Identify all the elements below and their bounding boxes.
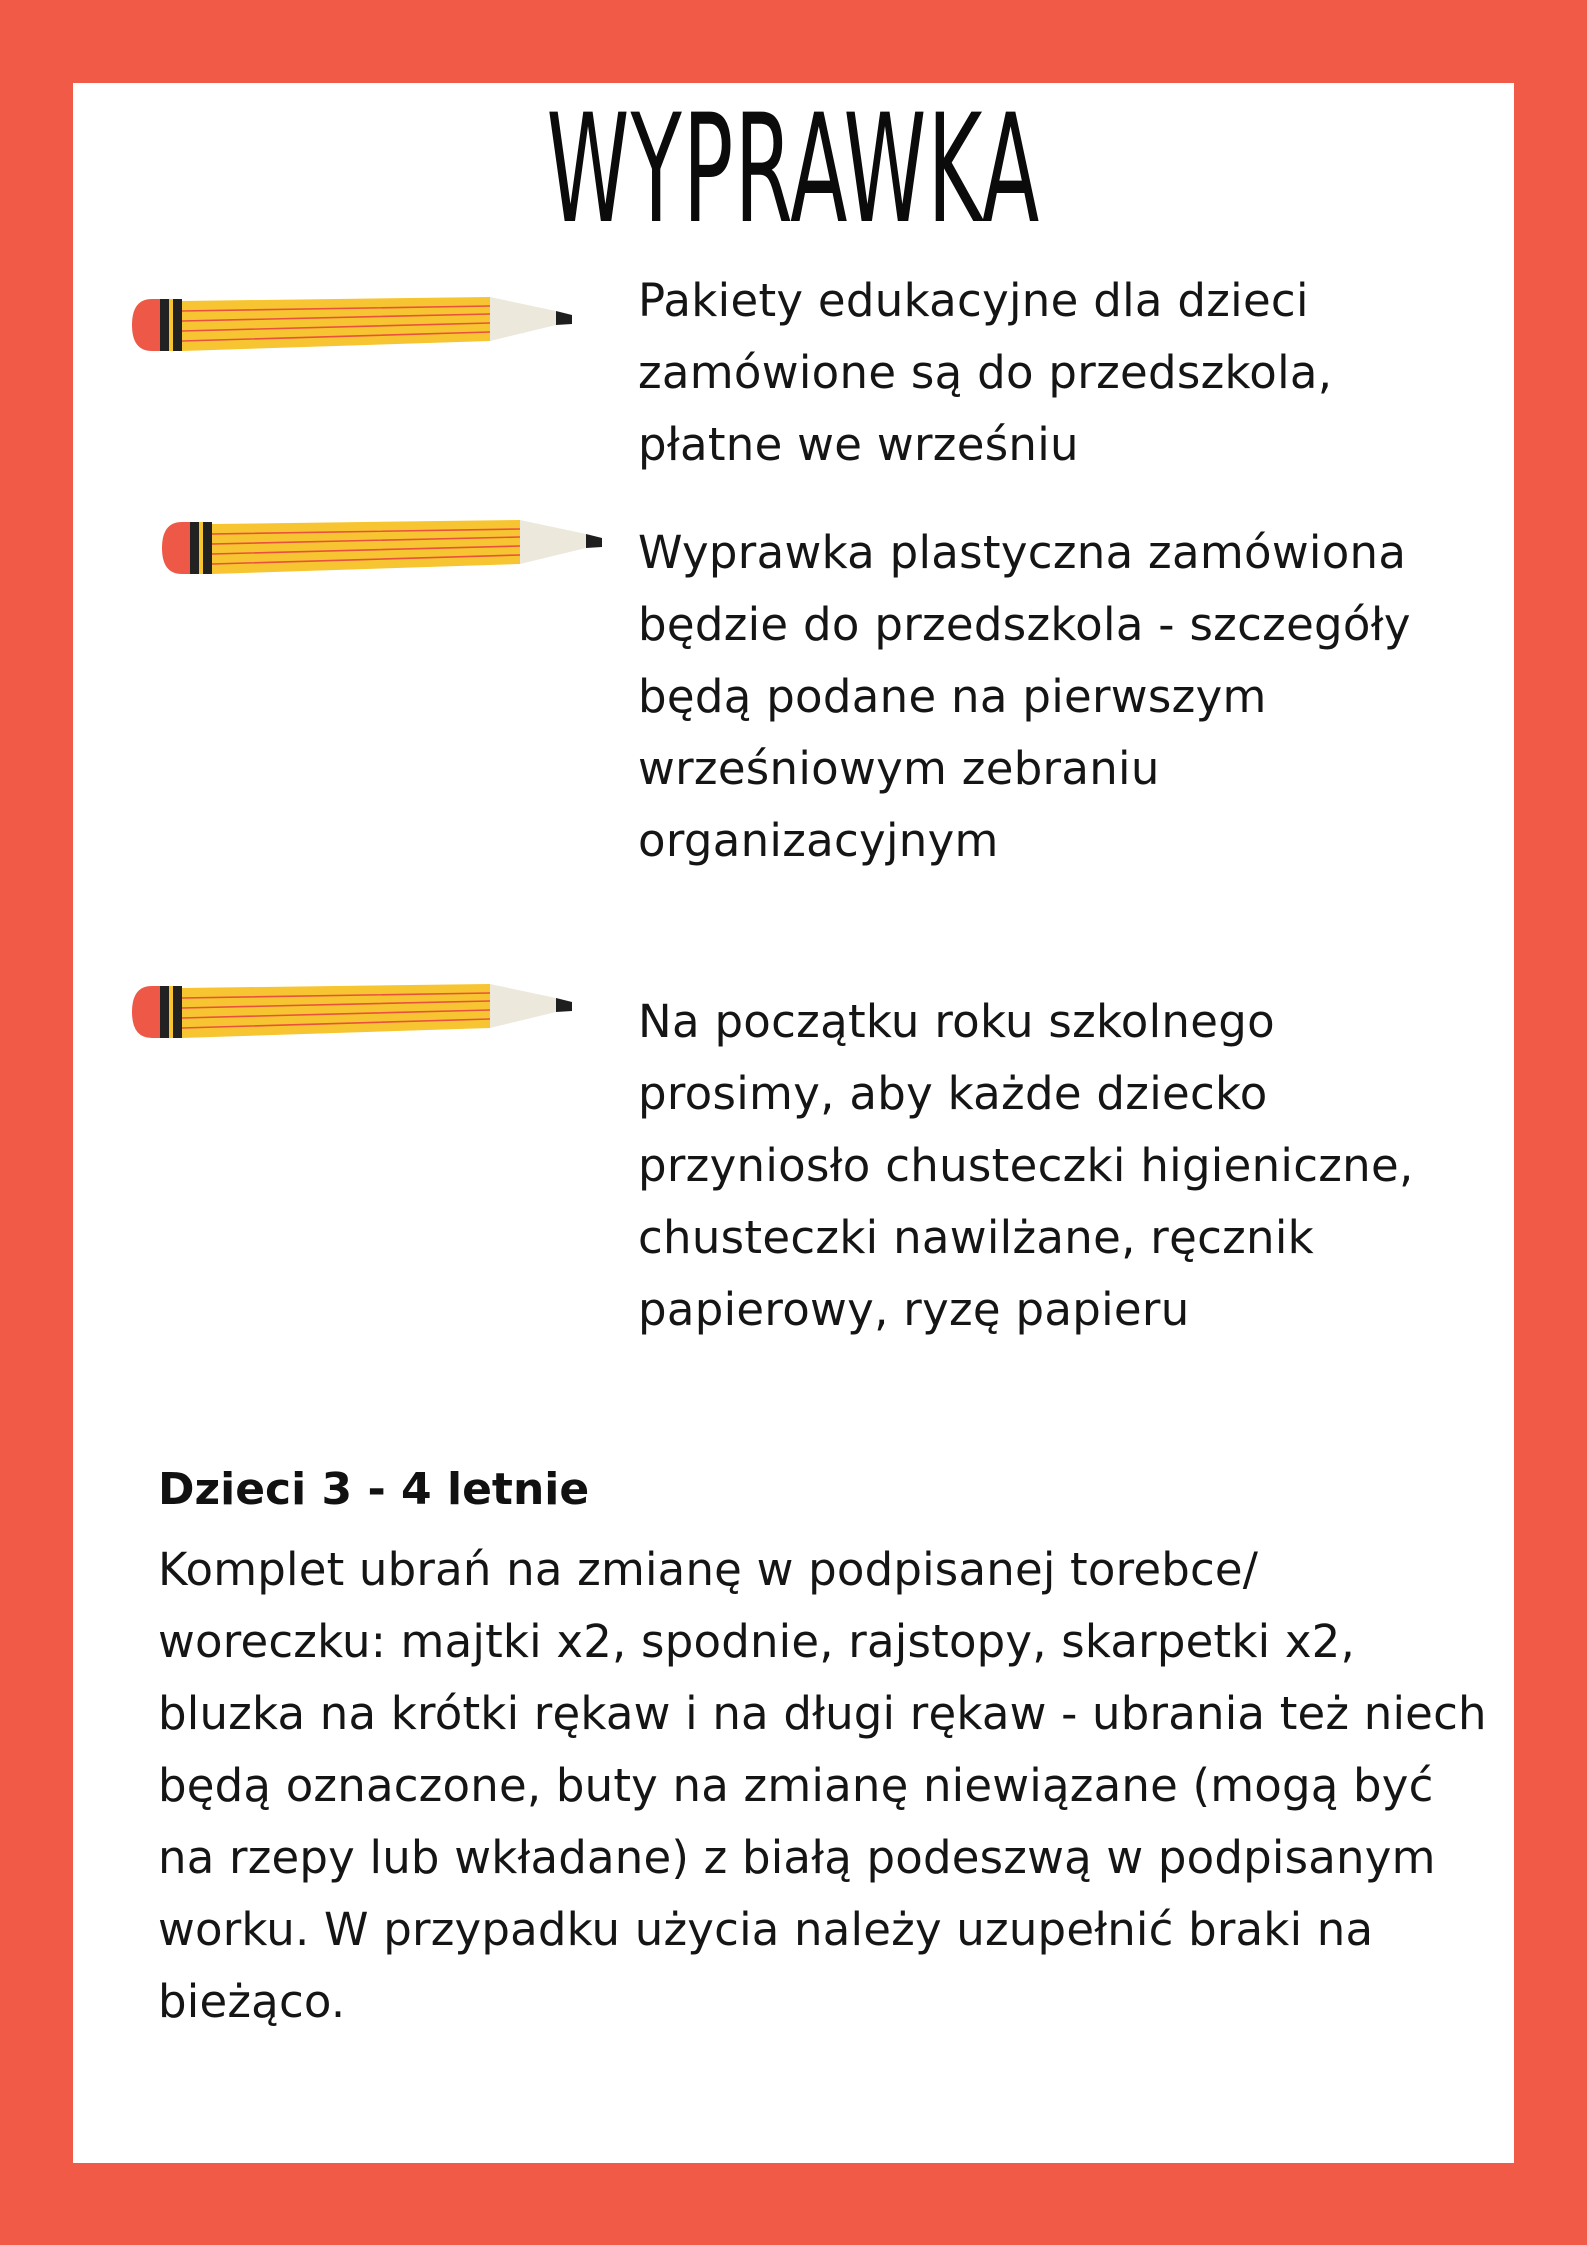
pencil-icon xyxy=(128,982,578,1042)
item-text-3: Na początku roku szkolnego prosimy, aby każde dziecko przyniosło chusteczki higieniczne, chusteczki nawilżane, ręcznik papierowy, ryzę papieru xyxy=(638,995,1414,1336)
pencil-icon xyxy=(128,295,578,355)
pencil-icon xyxy=(158,518,608,578)
section-body: Komplet ubrań na zmianę w podpisanej torebce/ woreczku: majtki x2, spodnie, rajstopy, skarpetki x2, bluzka na krótki rękaw i na długi rękaw - ubrania też niech będą oznaczone, buty na zmianę niewiązane (mogą być na rzepy lub wkładane) z białą podeszwą w podpisanym worku. W przypadku użycia należy uzupełnić braki na bieżąco. xyxy=(158,1543,1487,2028)
item-text-2: Wyprawka plastyczna zamówiona będzie do przedszkola - szczegóły będą podane na pierwszym wrześniowym zebraniu organizacyjnym xyxy=(638,526,1411,867)
page-title: WYPRAWKA xyxy=(546,83,1041,257)
item-text-1: Pakiety edukacyjne dla dzieci zamówione są do przedszkola, płatne we wrześniu xyxy=(638,274,1333,471)
section-heading: Dzieci 3 - 4 letnie xyxy=(158,1464,590,1515)
